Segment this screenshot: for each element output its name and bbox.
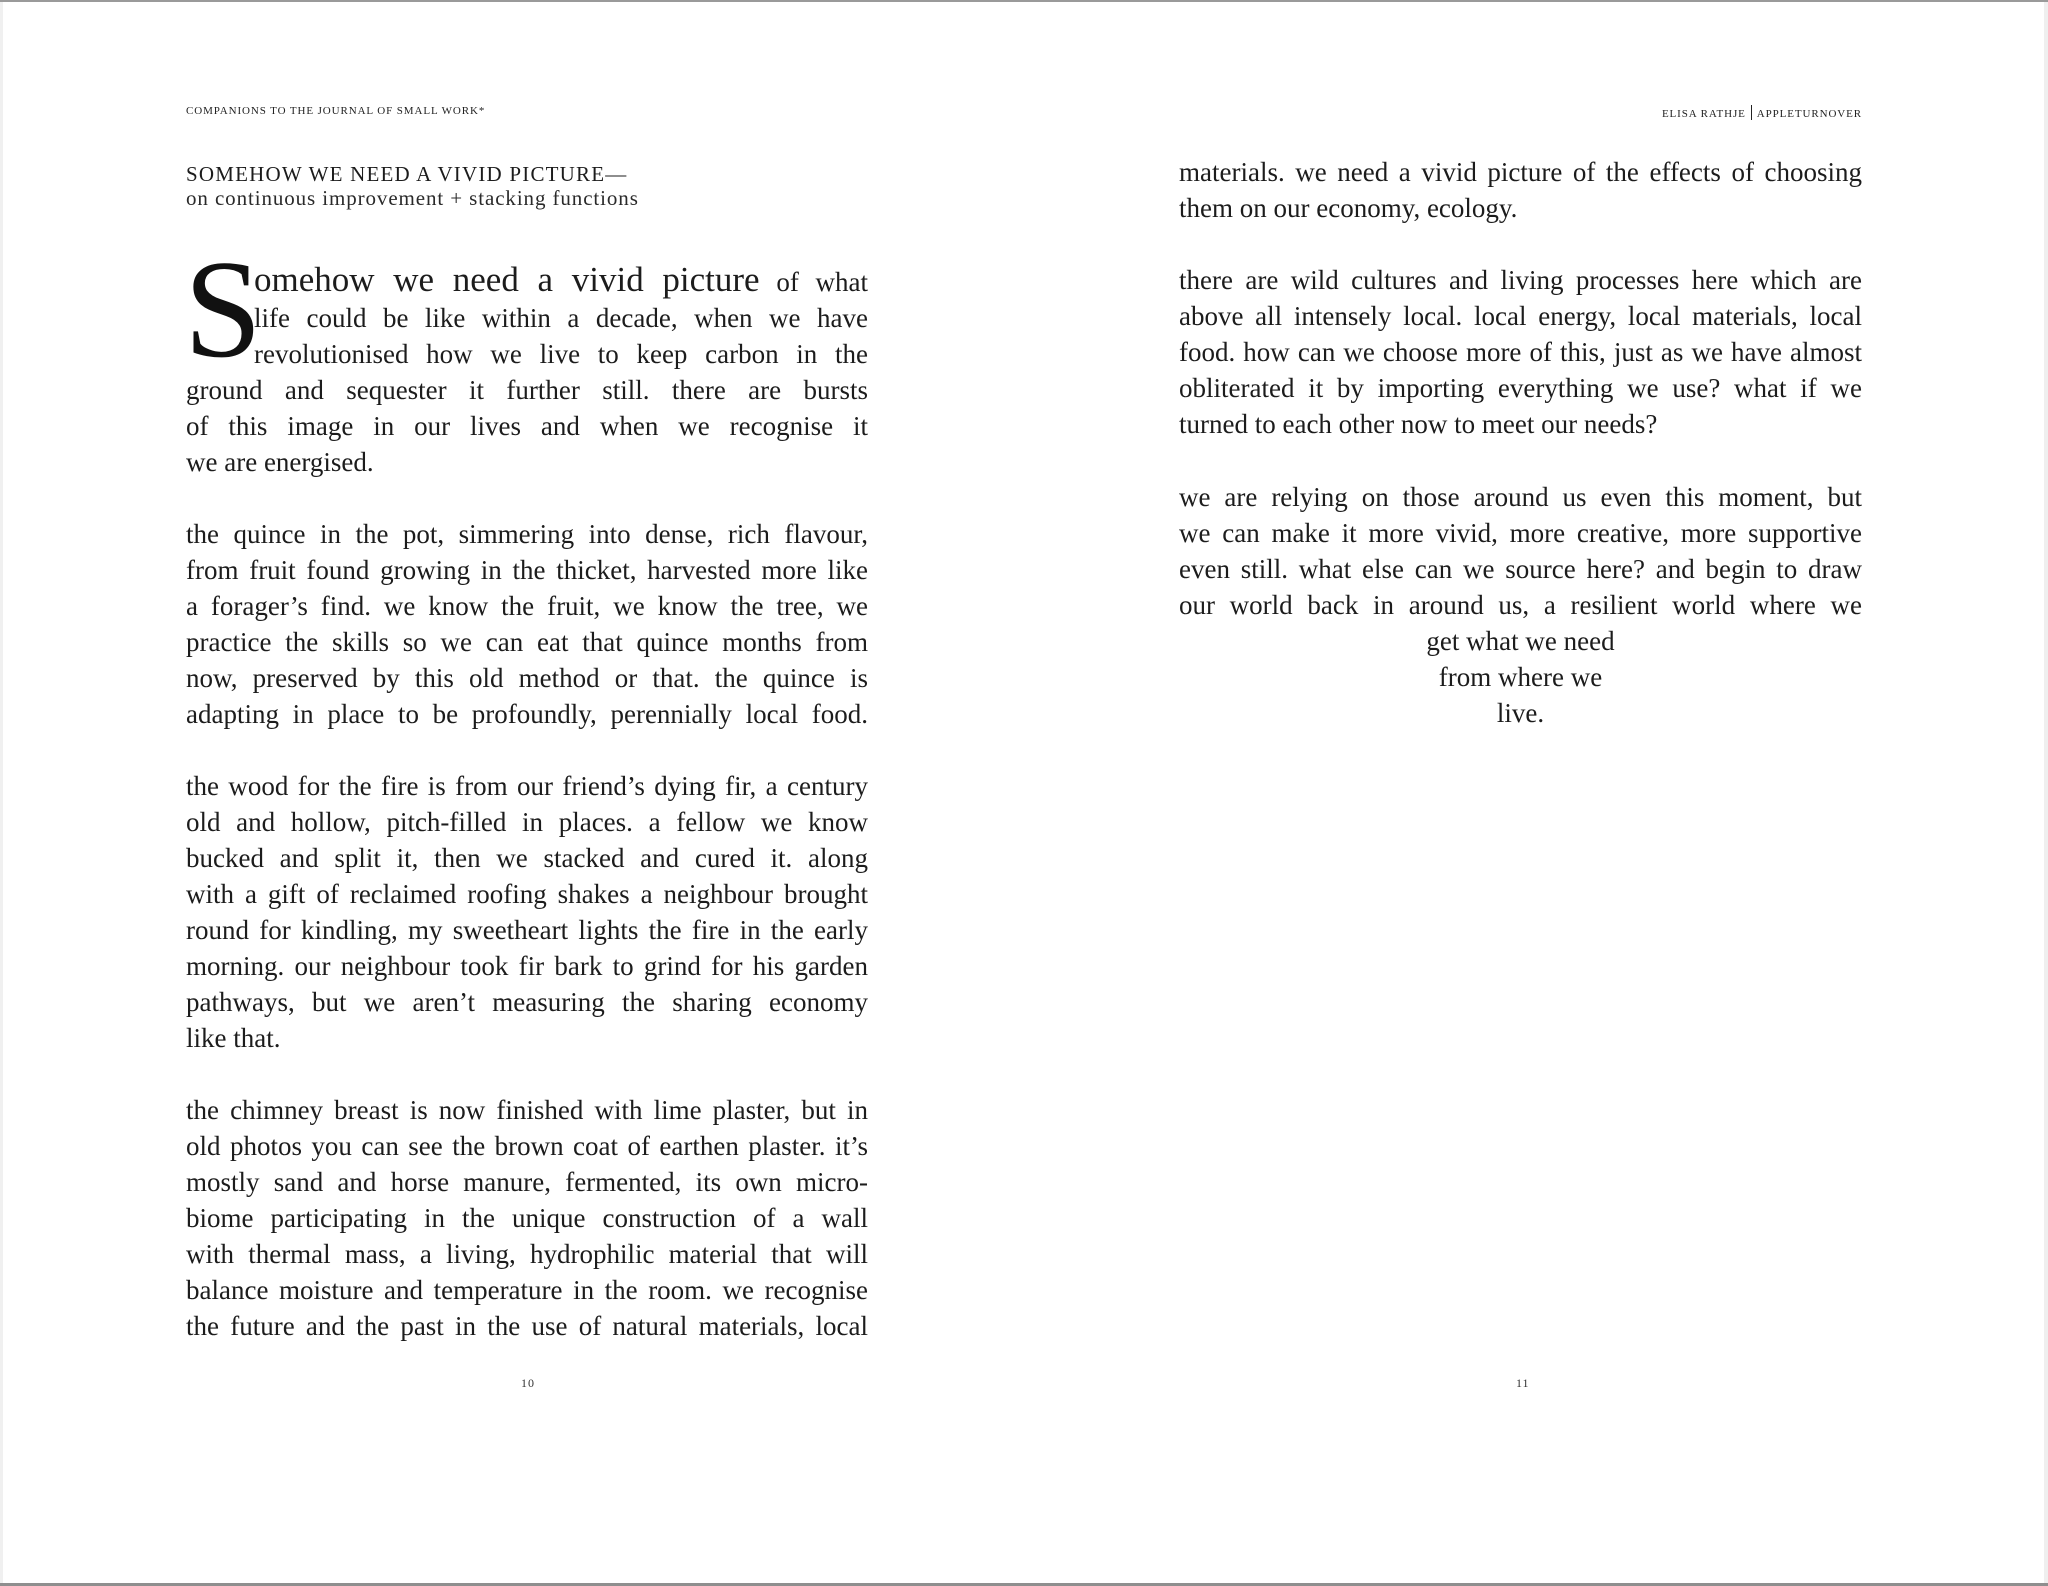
text-line: we are energised. xyxy=(186,447,374,477)
running-head-author xyxy=(1662,105,1862,120)
text-line: life could be like within a decade, when we have xyxy=(254,303,868,333)
centered-closing-line: get what we need xyxy=(1426,626,1615,656)
text-line: obliterated it by importing everything we use? what if we xyxy=(1179,373,1862,403)
text-line: morning. our neighbour took fir bark to grind for his garden xyxy=(186,951,868,981)
text-line: biome participating in the unique construction of a wall xyxy=(186,1203,868,1233)
article-title: SOMEHOW WE NEED A VIVID PICTURE— xyxy=(186,162,628,186)
text-line: bucked and split it, then we stacked and cured it. along xyxy=(186,843,868,873)
text-line: round for kindling, my sweetheart lights the fire in the early xyxy=(186,915,868,945)
text-line: turned to each other now to meet our needs? xyxy=(1179,409,1658,439)
text-line: pathways, but we aren’t measuring the sharing economy xyxy=(186,987,868,1017)
text-line: a forager’s find. we know the fruit, we know the tree, we xyxy=(186,591,868,621)
text-line: of this image in our lives and when we recognise it xyxy=(186,411,868,441)
text-line: revolutionised how we live to keep carbon in the xyxy=(254,339,868,369)
text-line: the quince in the pot, simmering into dense, rich flavour, xyxy=(186,519,868,549)
text-line: above all intensely local. local energy, local materials, local xyxy=(1179,301,1862,331)
text-line: our world back in around us, a resilient world where we xyxy=(1179,590,1862,620)
text-line: mostly sand and horse manure, fermented, its own micro- xyxy=(186,1167,868,1197)
running-head-journal: COMPANIONS TO THE JOURNAL OF SMALL WORK* xyxy=(186,105,486,117)
text-line: them on our economy, ecology. xyxy=(1179,193,1518,223)
text-line: the chimney breast is now finished with lime plaster, but in xyxy=(186,1095,868,1125)
text-line: from fruit found growing in the thicket, harvested more like xyxy=(186,555,868,585)
text-line: old photos you can see the brown coat of earthen plaster. it’s xyxy=(186,1131,868,1161)
text-line: with thermal mass, a living, hydrophilic material that will xyxy=(186,1239,868,1269)
text-line: we can make it more vivid, more creative, more supportive xyxy=(1179,518,1862,548)
text-line: old and hollow, pitch-filled in places. a fellow we know xyxy=(186,807,868,837)
text-line: materials. we need a vivid picture of the effects of choosing xyxy=(1179,157,1862,187)
text-line: with a gift of reclaimed roofing shakes a neighbour brought xyxy=(186,879,868,909)
article-heading xyxy=(186,162,639,210)
left-page xyxy=(0,0,1024,1583)
separator-bar xyxy=(1751,105,1752,120)
lead-in-text: omehow we need a vivid picture xyxy=(254,260,760,299)
text-line: the future and the past in the use of natural materials, local xyxy=(186,1311,868,1341)
article-subtitle: on continuous improvement + stacking functions xyxy=(186,186,639,210)
page-edge-right xyxy=(2044,2,2048,1583)
text-line: adapting in place to be profoundly, perennially local food. xyxy=(186,699,868,729)
text-line: food. how can we choose more of this, just as we have almost xyxy=(1179,337,1862,367)
text-line: practice the skills so we can eat that quince months from xyxy=(186,627,868,657)
author-name: ELISA RATHJE xyxy=(1661,108,1746,120)
text-line: there are wild cultures and living processes here which are xyxy=(1179,265,1862,295)
text-line: now, preserved by this old method or that. the quince is xyxy=(186,663,868,693)
dropcap-letter: S xyxy=(184,232,262,387)
article-short-title: APPLETURNOVER xyxy=(1756,108,1862,120)
text-line: even still. what else can we source here? and begin to draw xyxy=(1179,554,1862,584)
text-line: omehow we need a vivid picture of what xyxy=(254,260,868,299)
text-line: the wood for the fire is from our friend’s dying fir, a century xyxy=(186,771,868,801)
text-line: ground and sequester it further still. there are bursts xyxy=(186,375,868,405)
text-line: like that. xyxy=(186,1023,281,1053)
text-line: we are relying on those around us even this moment, but xyxy=(1179,482,1862,512)
page-number-right: 11 xyxy=(1516,1376,1530,1390)
text-line: balance moisture and temperature in the room. we recognise xyxy=(186,1275,868,1305)
centered-closing-line: from where we xyxy=(1438,662,1603,692)
page-number-left: 10 xyxy=(521,1376,535,1390)
centered-closing-line: live. xyxy=(1496,698,1545,728)
